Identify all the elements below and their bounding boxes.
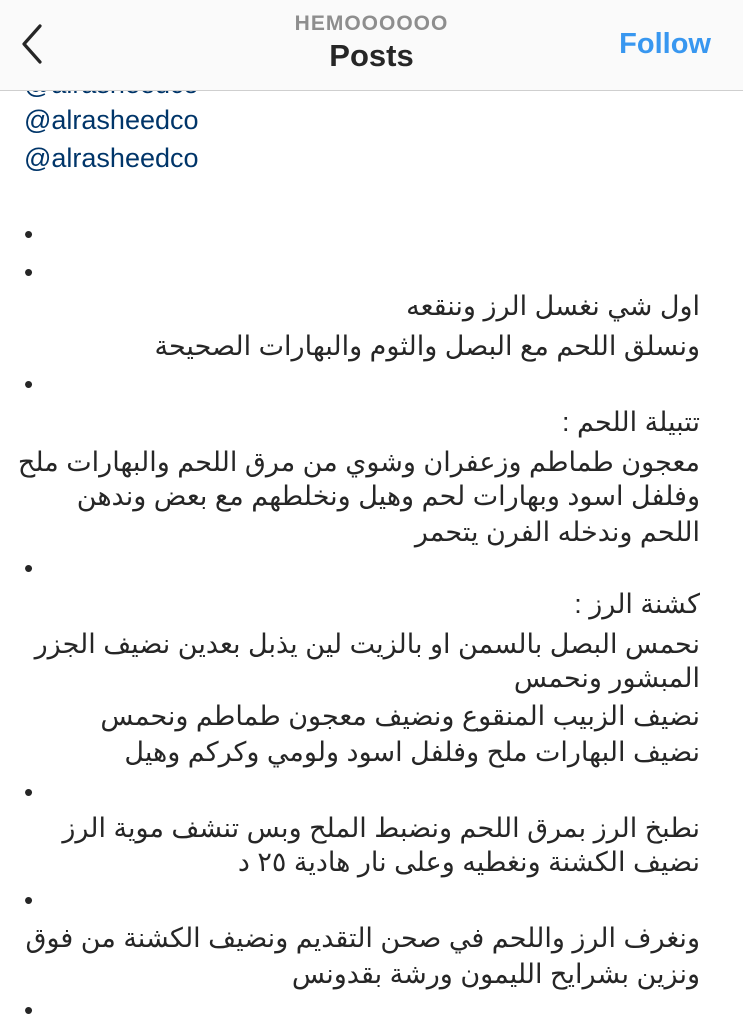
separator-dot: • (24, 885, 34, 915)
page-title: Posts (329, 38, 414, 73)
caption-line: ونغرف الرز واللحم في صحن التقديم ونضيف الكشنة من فوق (25, 923, 700, 953)
mention-link[interactable]: @alrasheedco (24, 105, 199, 135)
caption-line: نضيف الكشنة ونغطيه وعلى نار هادية ٢٥ د (237, 847, 700, 877)
post-caption (0, 64, 743, 1020)
nav-header (0, 0, 743, 91)
caption-line: نحمس البصل بالسمن او بالزيت لين يذبل بعدين نضيف الجزر (34, 629, 700, 659)
separator-dot: • (24, 995, 34, 1020)
mention-link[interactable]: @alrasheedco (24, 143, 199, 173)
follow-button[interactable]: Follow (619, 28, 711, 60)
caption-line: نضيف البهارات ملح وفلفل اسود ولومي وكركم وهيل (124, 737, 700, 767)
caption-line: ونسلق اللحم مع البصل والثوم والبهارات الصحيحة (154, 331, 700, 361)
caption-line: اول شي نغسل الرز وننقعه (406, 291, 700, 321)
section-heading: تتبيلة اللحم : (562, 407, 700, 437)
caption-line: المبشور ونحمس (513, 663, 700, 693)
caption-line: نضيف الزبيب المنقوع ونضيف معجون طماطم ونحمس (100, 701, 700, 731)
separator-dot: • (24, 553, 34, 583)
separator-dot: • (24, 777, 34, 807)
header-username: HEMOOOOOO (294, 12, 449, 35)
caption-line: معجون طماطم وزعفران وشوي من مرق اللحم والبهارات ملح (17, 447, 700, 477)
section-heading: كشنة الرز : (574, 589, 700, 619)
caption-line: اللحم وندخله الفرن يتحمر (414, 517, 700, 547)
separator-dot: • (24, 257, 34, 287)
caption-line: ونزين بشرايح الليمون ورشة بقدونس (291, 959, 700, 989)
separator-dot: • (24, 219, 34, 249)
caption-line: نطبخ الرز بمرق اللحم ونضبط الملح وبس تنشف موية الرز (62, 813, 700, 843)
separator-dot: • (24, 369, 34, 399)
caption-line: وفلفل اسود وبهارات لحم وهيل ونخلطهم مع بعض وندهن (76, 481, 700, 511)
